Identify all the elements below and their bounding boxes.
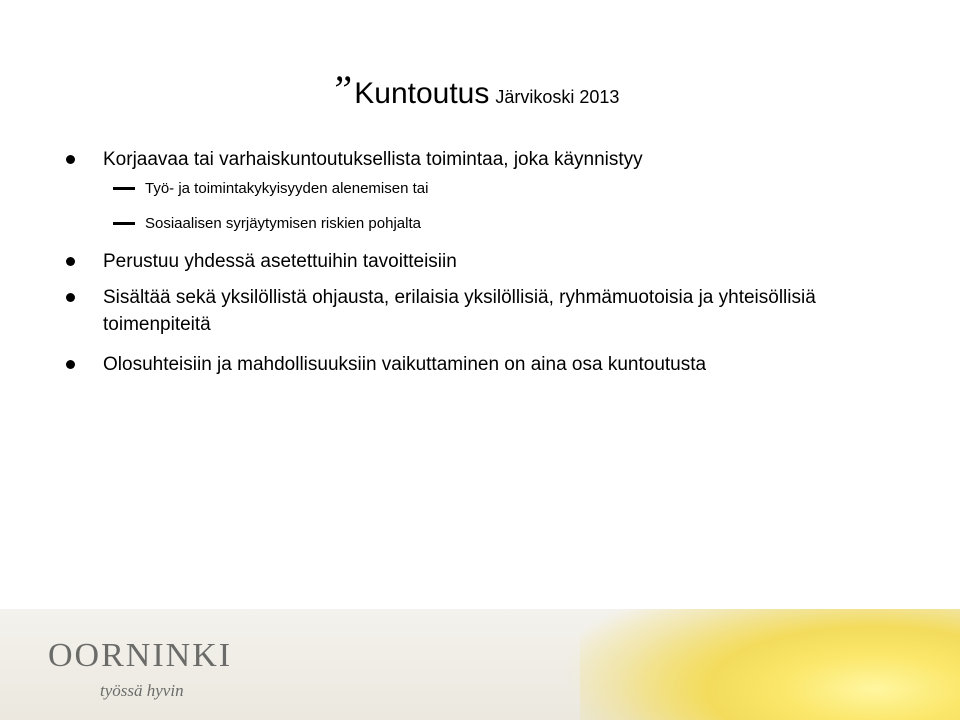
- bullet-text: Perustuu yhdessä asetettuihin tavoitteisiin: [103, 251, 457, 272]
- company-logo: OORNINKI: [48, 637, 233, 674]
- title-quote-mark: ”: [330, 67, 353, 112]
- bullet-item-2: [0, 248, 960, 275]
- bullet-item-4: [0, 351, 960, 378]
- bullet-item-1: [0, 146, 960, 173]
- bullet-item-3: [0, 284, 960, 338]
- bullet-text: Olosuhteisiin ja mahdollisuuksiin vaikuttaminen on aina osa kuntoutusta: [103, 354, 707, 375]
- bullet-dot: [66, 360, 75, 369]
- bullet-dot: [66, 155, 75, 164]
- bullet-dot: [66, 257, 75, 266]
- bullet-text: Sisältää sekä yksilöllistä ohjausta, erilaisia yksilöllisiä, ryhmämuotoisia ja yhteisöllisiä toimenpiteitä: [103, 287, 816, 335]
- slide-title: [330, 66, 619, 113]
- yellow-flower-image: [580, 609, 960, 720]
- sub-bullet-item-1: [0, 179, 960, 199]
- bullet-text: Sosiaalisen syrjäytymisen riskien pohjalta: [145, 215, 421, 232]
- sub-bullet-item-2: [0, 214, 960, 234]
- bullet-text: Työ- ja toimintakykyisyyden alenemisen tai: [145, 180, 429, 197]
- bullet-dash: [113, 187, 135, 190]
- bullet-text: Korjaavaa tai varhaiskuntoutuksellista toimintaa, joka käynnistyy: [103, 149, 643, 170]
- bullet-list: [0, 146, 960, 378]
- company-tagline: työssä hyvin: [100, 681, 184, 700]
- footer-banner: [0, 609, 960, 720]
- title-subtitle: Järvikoski 2013: [495, 87, 620, 107]
- title-main: Kuntoutus: [354, 77, 490, 110]
- bullet-dot: [66, 293, 75, 302]
- bullet-dash: [113, 222, 135, 225]
